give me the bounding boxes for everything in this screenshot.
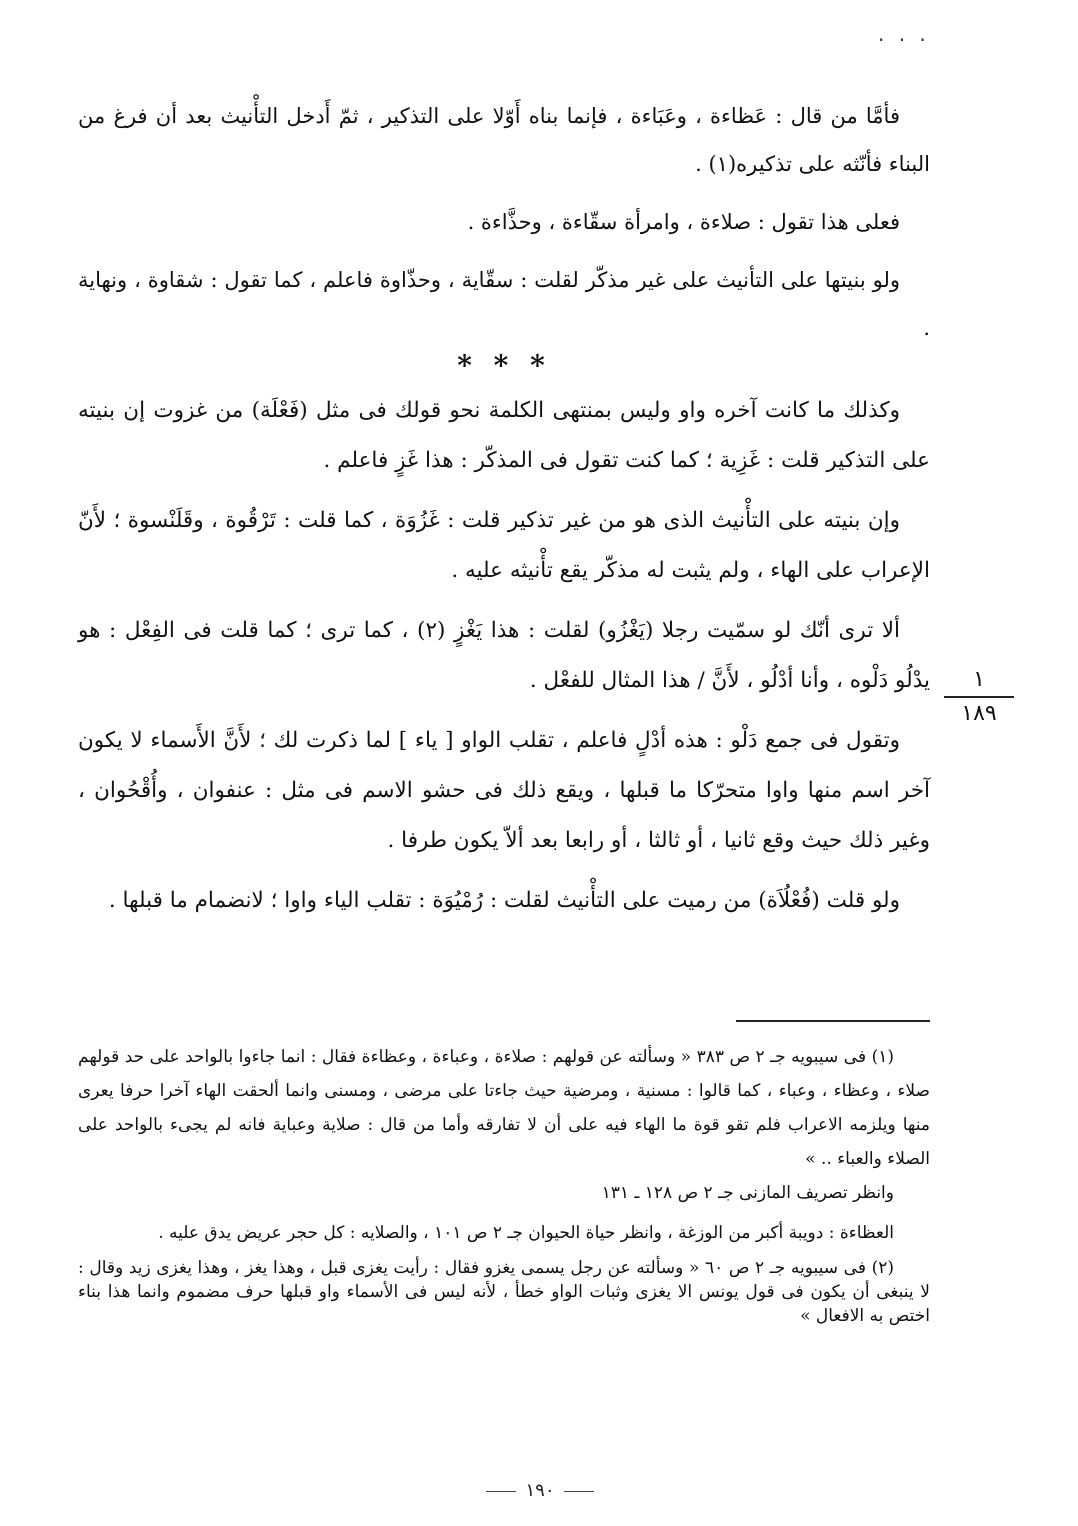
footnote-2: (٢) فى سيبويه جـ ٢ ص ٦٠ « وسألته عن رجل يسمى يغزو فقال : رأيت يغزى قبل ، وهذا يغز ، وهذا يغزى زيد وقال : لا ينبغى أن يكون فى قول يونس الا يغزى وثبات الواو خطأ ، لأنه ليس فى الأسماء واو قبلها حرف مضموم وانما هذا بناء اختص به الافعال » [78, 1258, 930, 1326]
section-divider-stars: * * * [457, 349, 551, 382]
paragraph-3: ولو بنيتها على التأنيث على غير مذكّر لقلت : سقّاية ، وحذّاوة فاعلم ، كما تقول : شقاوة ، ونهاية . [78, 268, 930, 340]
paragraph-8: ولو قلت (فُعْلُاَة) من رميت على التأْنيث لقلت : رُمْيُوَة : تقلب الياء واوا ؛ لانضمام ما قبلها . [108, 888, 900, 913]
paragraph-7: وتقول فى جمع دَلْو : هذه أدْلٍ فاعلم ، تقلب الواو [ ياء ] لما ذكرت لك ؛ لأَنَّ الأَسماء لا يكون آخر اسم منها واوا متحرّكا ما قبلها ، ويقع ذلك فى حشو الاسم فى مثل : عنفوان ، وأُقْحُوان ، وغير ذلك حيث وقع ثانيا ، أو ثالثا ، أو رابعا بعد ألاّ يكون طرفا . [78, 728, 930, 853]
footnote-1-note: العظاءة : دويبة أكبر من الوزغة ، وانظر حياة الحيوان جـ ٢ ص ١٠١ ، والصلايه : كل حجر عريض يدق عليه . [158, 1223, 894, 1243]
page-number-text: ١٩٠ [525, 1480, 555, 1501]
page-number-dash-left [486, 1491, 516, 1492]
margin-marker-line [944, 696, 1014, 698]
footnote-1: (١) فى سيبويه جـ ٢ ص ٣٨٣ « وسألته عن قولهم : صلاءة ، وعباءة ، وعظاءة فقال : انما جاءوا بالواحد على حد قولهم صلاء ، وعظاء ، وعباء ، كما قالوا : مسنية ، ومرضية حيث جاءتا على مرضى ، ومسنى وانما ألحقت الهاء آخرا حرفا يعرى منها ويلزمه الاعراب فلم تقو قوة ما الهاء فيه على أن لا تفارقه وأما من قال : صلاية وعباية فانه لم يجىء بالواحد على الصلاء والعباء .. » [78, 1047, 930, 1169]
page-number [440, 1480, 640, 1501]
paragraph-4: وكذلك ما كانت آخره واو وليس بمنتهى الكلمة نحو قولك فى مثل (فَعْلَة) من غزوت إن بنيته على التذكير قلت : غَزِية ؛ كما كنت تقول فى المذكّر : هذا غَزٍ فاعلم . [78, 398, 930, 473]
margin-page-marker [944, 668, 1014, 726]
paragraph-2: فعلى هذا تقول : صلاءة ، وامرأة سقّاءة ، وحذَّاءة . [467, 210, 900, 234]
margin-marker-top: ١ [973, 667, 985, 692]
page-number-dash-right [564, 1491, 594, 1492]
margin-marker-bottom: ١٨٩ [961, 701, 997, 726]
paragraph-1: فأمَّا من قال : عَظاءة ، وعَبَاءة ، فإنما بناه أَوّلا على التذكير ، ثمّ أَدخل التأْنيث بعد أن فرغ من البناء فأنّثه على تذكيره(١) . [78, 104, 930, 176]
main-text [78, 92, 930, 926]
footnote-separator [736, 1020, 930, 1022]
corner-mark: · · · [878, 28, 930, 52]
paragraph-6: ألا ترى أنّك لو سمّيت رجلا (يَغْزُو) لقلت : هذا يَغْزٍ (٢) ، كما ترى ؛ كما قلت فى الفِعْل : هو يدْلُو دَلْوه ، وأنا أدْلُو ، لأَنَّ / هذا المثال للفعْل . [78, 618, 930, 693]
footnotes [78, 1040, 930, 1328]
paragraph-5: وإن بنيته على التأْنيث الذى هو من غير تذكير قلت : غَزُوَة ، كما قلت : تَرْقُوة ، وقَلَنْسوة ؛ لأَنّ الإعراب على الهاء ، ولم يثبت له مذكّر يقع تأْنيثه عليه . [78, 508, 930, 583]
footnote-1-reference: وانظر تصريف المازنى جـ ٢ ص ١٢٨ ـ ١٣١ [601, 1183, 894, 1203]
section-2 [78, 386, 930, 926]
